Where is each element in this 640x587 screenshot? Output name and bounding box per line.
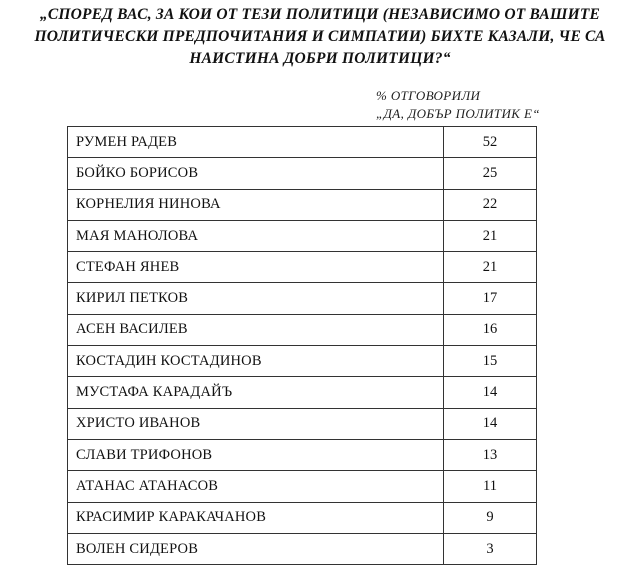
percent-value: 22: [444, 189, 537, 220]
politician-name: АТАНАС АТАНАСОВ: [68, 471, 444, 502]
percent-value: 21: [444, 220, 537, 251]
column-header-line: % ОТГОВОРИЛИ: [376, 88, 481, 103]
table-row: [68, 502, 537, 533]
percent-value: 52: [444, 127, 537, 158]
politician-name: КИРИЛ ПЕТКОВ: [68, 283, 444, 314]
table-row: [68, 471, 537, 502]
table-row: [68, 158, 537, 189]
percent-value: 13: [444, 439, 537, 470]
title-line: НАИСТИНА ДОБРИ ПОЛИТИЦИ?“: [189, 50, 451, 67]
percent-value: 3: [444, 533, 537, 564]
percent-column-header: [376, 87, 540, 123]
table-row: [68, 314, 537, 345]
table-row: [68, 439, 537, 470]
table-row: [68, 189, 537, 220]
percent-value: 14: [444, 377, 537, 408]
politician-name: ХРИСТО ИВАНОВ: [68, 408, 444, 439]
percent-value: 21: [444, 252, 537, 283]
politician-name: СТЕФАН ЯНЕВ: [68, 252, 444, 283]
column-header-line: „ДА, ДОБЪР ПОЛИТИК Е“: [376, 106, 540, 121]
table-row: [68, 377, 537, 408]
politician-name: КОРНЕЛИЯ НИНОВА: [68, 189, 444, 220]
percent-value: 25: [444, 158, 537, 189]
table-row: [68, 283, 537, 314]
politician-name: СЛАВИ ТРИФОНОВ: [68, 439, 444, 470]
percent-value: 15: [444, 346, 537, 377]
table-row: [68, 220, 537, 251]
table-row: [68, 252, 537, 283]
politician-name: АСЕН ВАСИЛЕВ: [68, 314, 444, 345]
table-row: [68, 127, 537, 158]
politician-name: КРАСИМИР КАРАКАЧАНОВ: [68, 502, 444, 533]
politician-name: ВОЛЕН СИДЕРОВ: [68, 533, 444, 564]
title-line: ПОЛИТИЧЕСКИ ПРЕДПОЧИТАНИЯ И СИМПАТИИ) БИХТЕ КАЗАЛИ, ЧЕ СА: [34, 28, 606, 45]
table-row: [68, 533, 537, 564]
politician-name: КОСТАДИН КОСТАДИНОВ: [68, 346, 444, 377]
politician-name: МАЯ МАНОЛОВА: [68, 220, 444, 251]
percent-value: 9: [444, 502, 537, 533]
politician-name: МУСТАФА КАРАДАЙЪ: [68, 377, 444, 408]
percent-value: 16: [444, 314, 537, 345]
table-row: [68, 408, 537, 439]
percent-value: 17: [444, 283, 537, 314]
table-row: [68, 346, 537, 377]
politician-name: РУМЕН РАДЕВ: [68, 127, 444, 158]
politician-name: БОЙКО БОРИСОВ: [68, 158, 444, 189]
results-table: [67, 126, 537, 565]
title-line: „СПОРЕД ВАС, ЗА КОИ ОТ ТЕЗИ ПОЛИТИЦИ (НЕЗАВИСИМО ОТ ВАШИТЕ: [39, 6, 601, 23]
survey-question-title: [20, 4, 620, 70]
percent-value: 11: [444, 471, 537, 502]
percent-value: 14: [444, 408, 537, 439]
